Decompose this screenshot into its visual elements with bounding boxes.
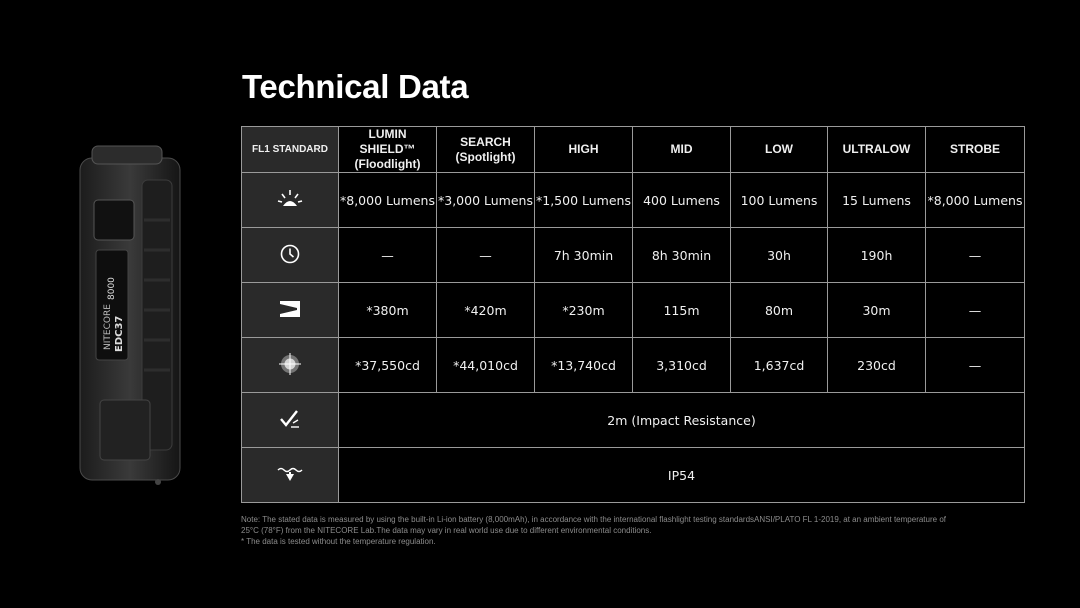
footnote-line-2: 25°C (78°F) from the NITECORE Lab.The data may vary in real world use due to different environmental conditions.: [241, 526, 652, 535]
impact-value: 2m (Impact Resistance): [339, 393, 1025, 448]
flashlight-product-image: [70, 140, 190, 490]
beam-distance-icon: [277, 298, 303, 320]
distance-high: *230m: [535, 283, 633, 338]
header-mode-search: SEARCH (Spotlight): [437, 127, 535, 173]
footnote-line-1: Note: The stated data is measured by using the built-in Li-ion battery (8,000mAh), in accordance with the international flashlight testing standardsANSI/PLATO FL 1-2019, at an ambient temperature of: [241, 515, 946, 524]
intensity-strobe: —: [926, 338, 1025, 393]
technical-data-table: [241, 126, 1025, 503]
header-mode-strobe: STROBE: [926, 127, 1025, 173]
intensity-mid: 3,310cd: [633, 338, 731, 393]
output-high: *1,500 Lumens: [535, 173, 633, 228]
intensity-high: *13,740cd: [535, 338, 633, 393]
output-low: 100 Lumens: [731, 173, 828, 228]
runtime-ultralow: 190h: [828, 228, 926, 283]
peak-intensity-icon: [277, 353, 303, 375]
waterproof-row: [242, 448, 1025, 503]
runtime-row: [242, 228, 1025, 283]
header-mode-mid: MID: [633, 127, 731, 173]
waterproof-value: IP54: [339, 448, 1025, 503]
output-search: *3,000 Lumens: [437, 173, 535, 228]
distance-search: *420m: [437, 283, 535, 338]
runtime-strobe: —: [926, 228, 1025, 283]
footnote-line-3: * The data is tested without the temperature regulation.: [241, 537, 436, 546]
output-strobe: *8,000 Lumens: [926, 173, 1025, 228]
distance-low: 80m: [731, 283, 828, 338]
output-ultralow: 15 Lumens: [828, 173, 926, 228]
distance-ultralow: 30m: [828, 283, 926, 338]
device-model: EDC37: [114, 315, 125, 352]
impact-resistance-icon: [277, 408, 303, 430]
header-row: [242, 127, 1025, 173]
output-mid: 400 Lumens: [633, 173, 731, 228]
output-row: [242, 173, 1025, 228]
intensity-low: 1,637cd: [731, 338, 828, 393]
runtime-low: 30h: [731, 228, 828, 283]
waterproof-icon: [277, 463, 303, 485]
header-mode-high: HIGH: [535, 127, 633, 173]
intensity-row: [242, 338, 1025, 393]
runtime-search: —: [437, 228, 535, 283]
runtime-high: 7h 30min: [535, 228, 633, 283]
header-mode-ultralow: ULTRALOW: [828, 127, 926, 173]
header-standard: FL1 STANDARD: [242, 127, 339, 173]
light-output-icon: [277, 188, 303, 210]
distance-strobe: —: [926, 283, 1025, 338]
intensity-lumin-shield: *37,550cd: [339, 338, 437, 393]
distance-lumin-shield: *380m: [339, 283, 437, 338]
distance-mid: 115m: [633, 283, 731, 338]
impact-row: [242, 393, 1025, 448]
header-mode-low: LOW: [731, 127, 828, 173]
header-mode-lumin-shield: LUMIN SHIELD™ (Floodlight): [339, 127, 437, 173]
runtime-lumin-shield: —: [339, 228, 437, 283]
output-lumin-shield: *8,000 Lumens: [339, 173, 437, 228]
intensity-ultralow: 230cd: [828, 338, 926, 393]
runtime-mid: 8h 30min: [633, 228, 731, 283]
device-lumens: 8000: [107, 277, 117, 300]
intensity-search: *44,010cd: [437, 338, 535, 393]
distance-row: [242, 283, 1025, 338]
page-title: Technical Data: [242, 68, 469, 105]
device-brand: NITECORE: [103, 304, 113, 350]
clock-icon: [277, 243, 303, 265]
footnote: [241, 514, 1031, 547]
